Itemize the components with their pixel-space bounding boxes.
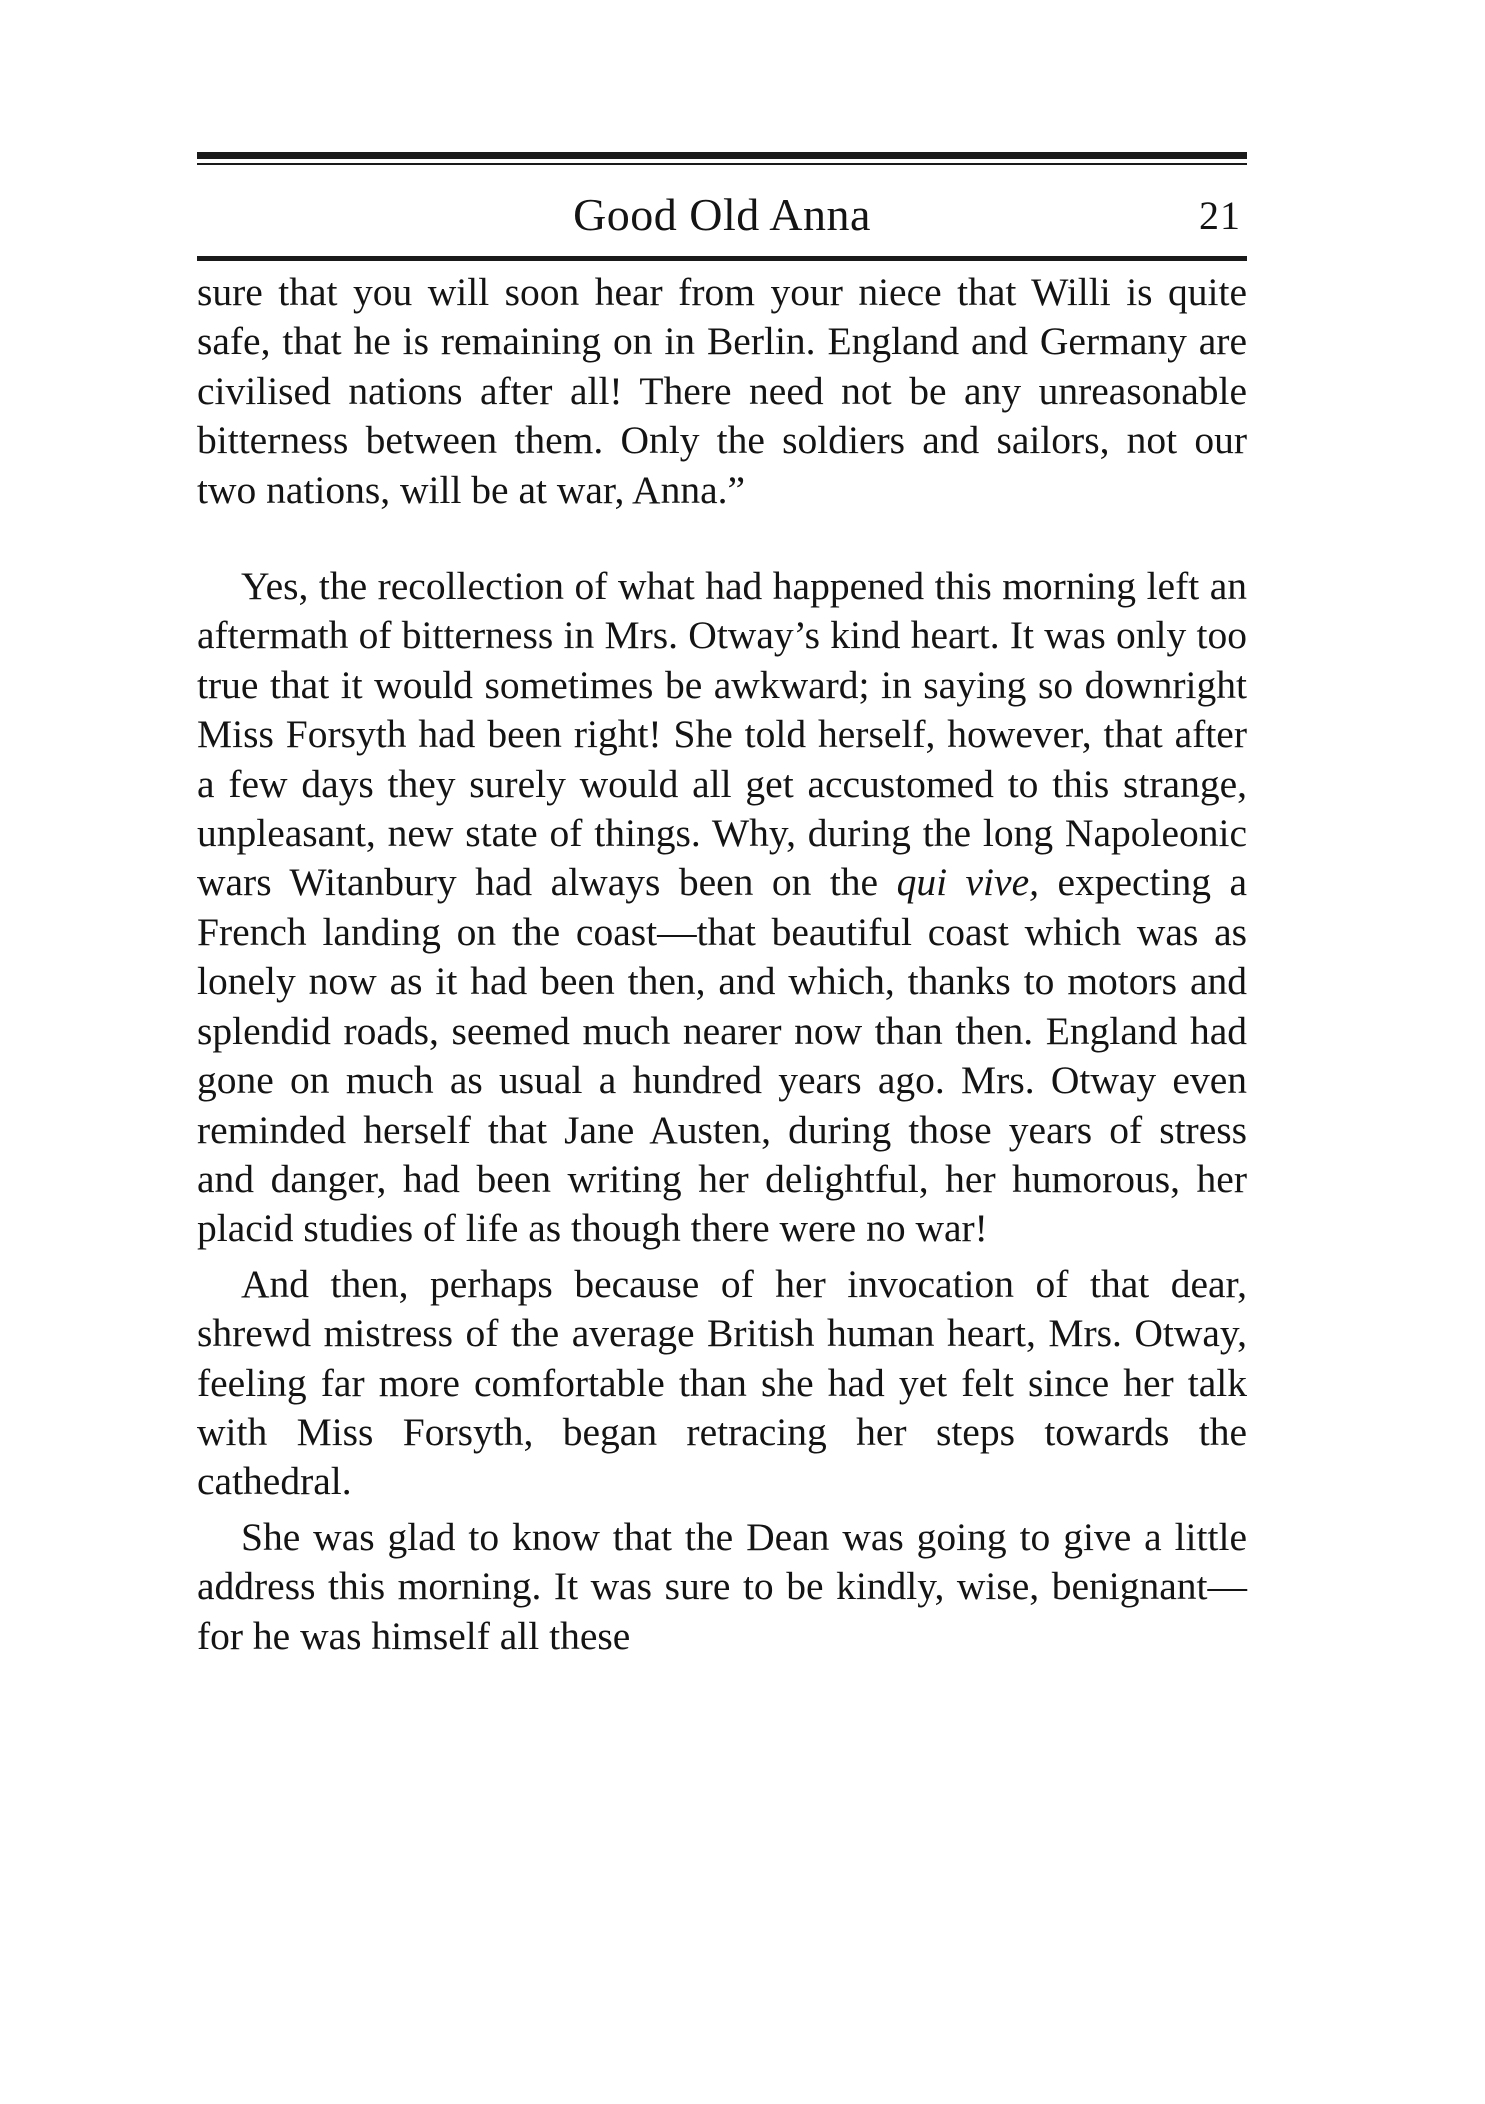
- header-rule: [197, 256, 1247, 261]
- paragraph-recollection: [197, 562, 1247, 1254]
- top-thin-rule: [197, 163, 1247, 165]
- paragraph-dean: She was glad to know that the Dean was going to give a little address this morning. It was sure to be kindly, wise, benignant—for he was himself all these: [197, 1514, 1247, 1658]
- body-text: [197, 268, 1247, 1661]
- paragraph-invocation: And then, perhaps because of her invocation of that dear, shrewd mistress of the average British human heart, Mrs. Otway, feeling far more comfortable than she had yet felt since her talk with Miss Forsyth, began retracing her steps towards the cathedral.: [197, 1261, 1247, 1504]
- running-head: [197, 180, 1247, 250]
- italic-phrase: qui vive,: [896, 860, 1039, 905]
- paragraph-recollection-part-2: expecting a French landing on the coast—that beautiful coast which was as lonely now as it had been then, and which, thanks to motors and splendid roads, seemed much nearer now than then. England had gone on much as usual a hundred years ago. Mrs. Otway even reminded herself that Jane Austen, during those years of stress and danger, had been writing her delightful, her humorous, her placid studies of life as though there were no war!: [197, 860, 1248, 1251]
- paragraph-recollection-part-1: Yes, the recollection of what had happened this morning left an aftermath of bitterness in Mrs. Otway’s kind heart. It was only too true that it would sometimes be awkward; in saying so downright Miss Forsyth had been right! She told herself, however, that after a few days they surely would all get accustomed to this strange, unpleasant, new state of things. Why, during the long Napoleonic wars Witanbury had always been on the: [197, 564, 1247, 905]
- top-thick-rule: [197, 152, 1247, 159]
- book-title: Good Old Anna: [573, 189, 871, 240]
- page-number: 21: [1199, 193, 1241, 238]
- paragraph-continued: sure that you will soon hear from your niece that Willi is quite safe, that he is remaining on in Berlin. England and Germany are civilised nations after all! There need not be any unreasonable bitterness between them. Only the soldiers and sailors, not our two nations, will be at war, Anna.”: [197, 270, 1247, 512]
